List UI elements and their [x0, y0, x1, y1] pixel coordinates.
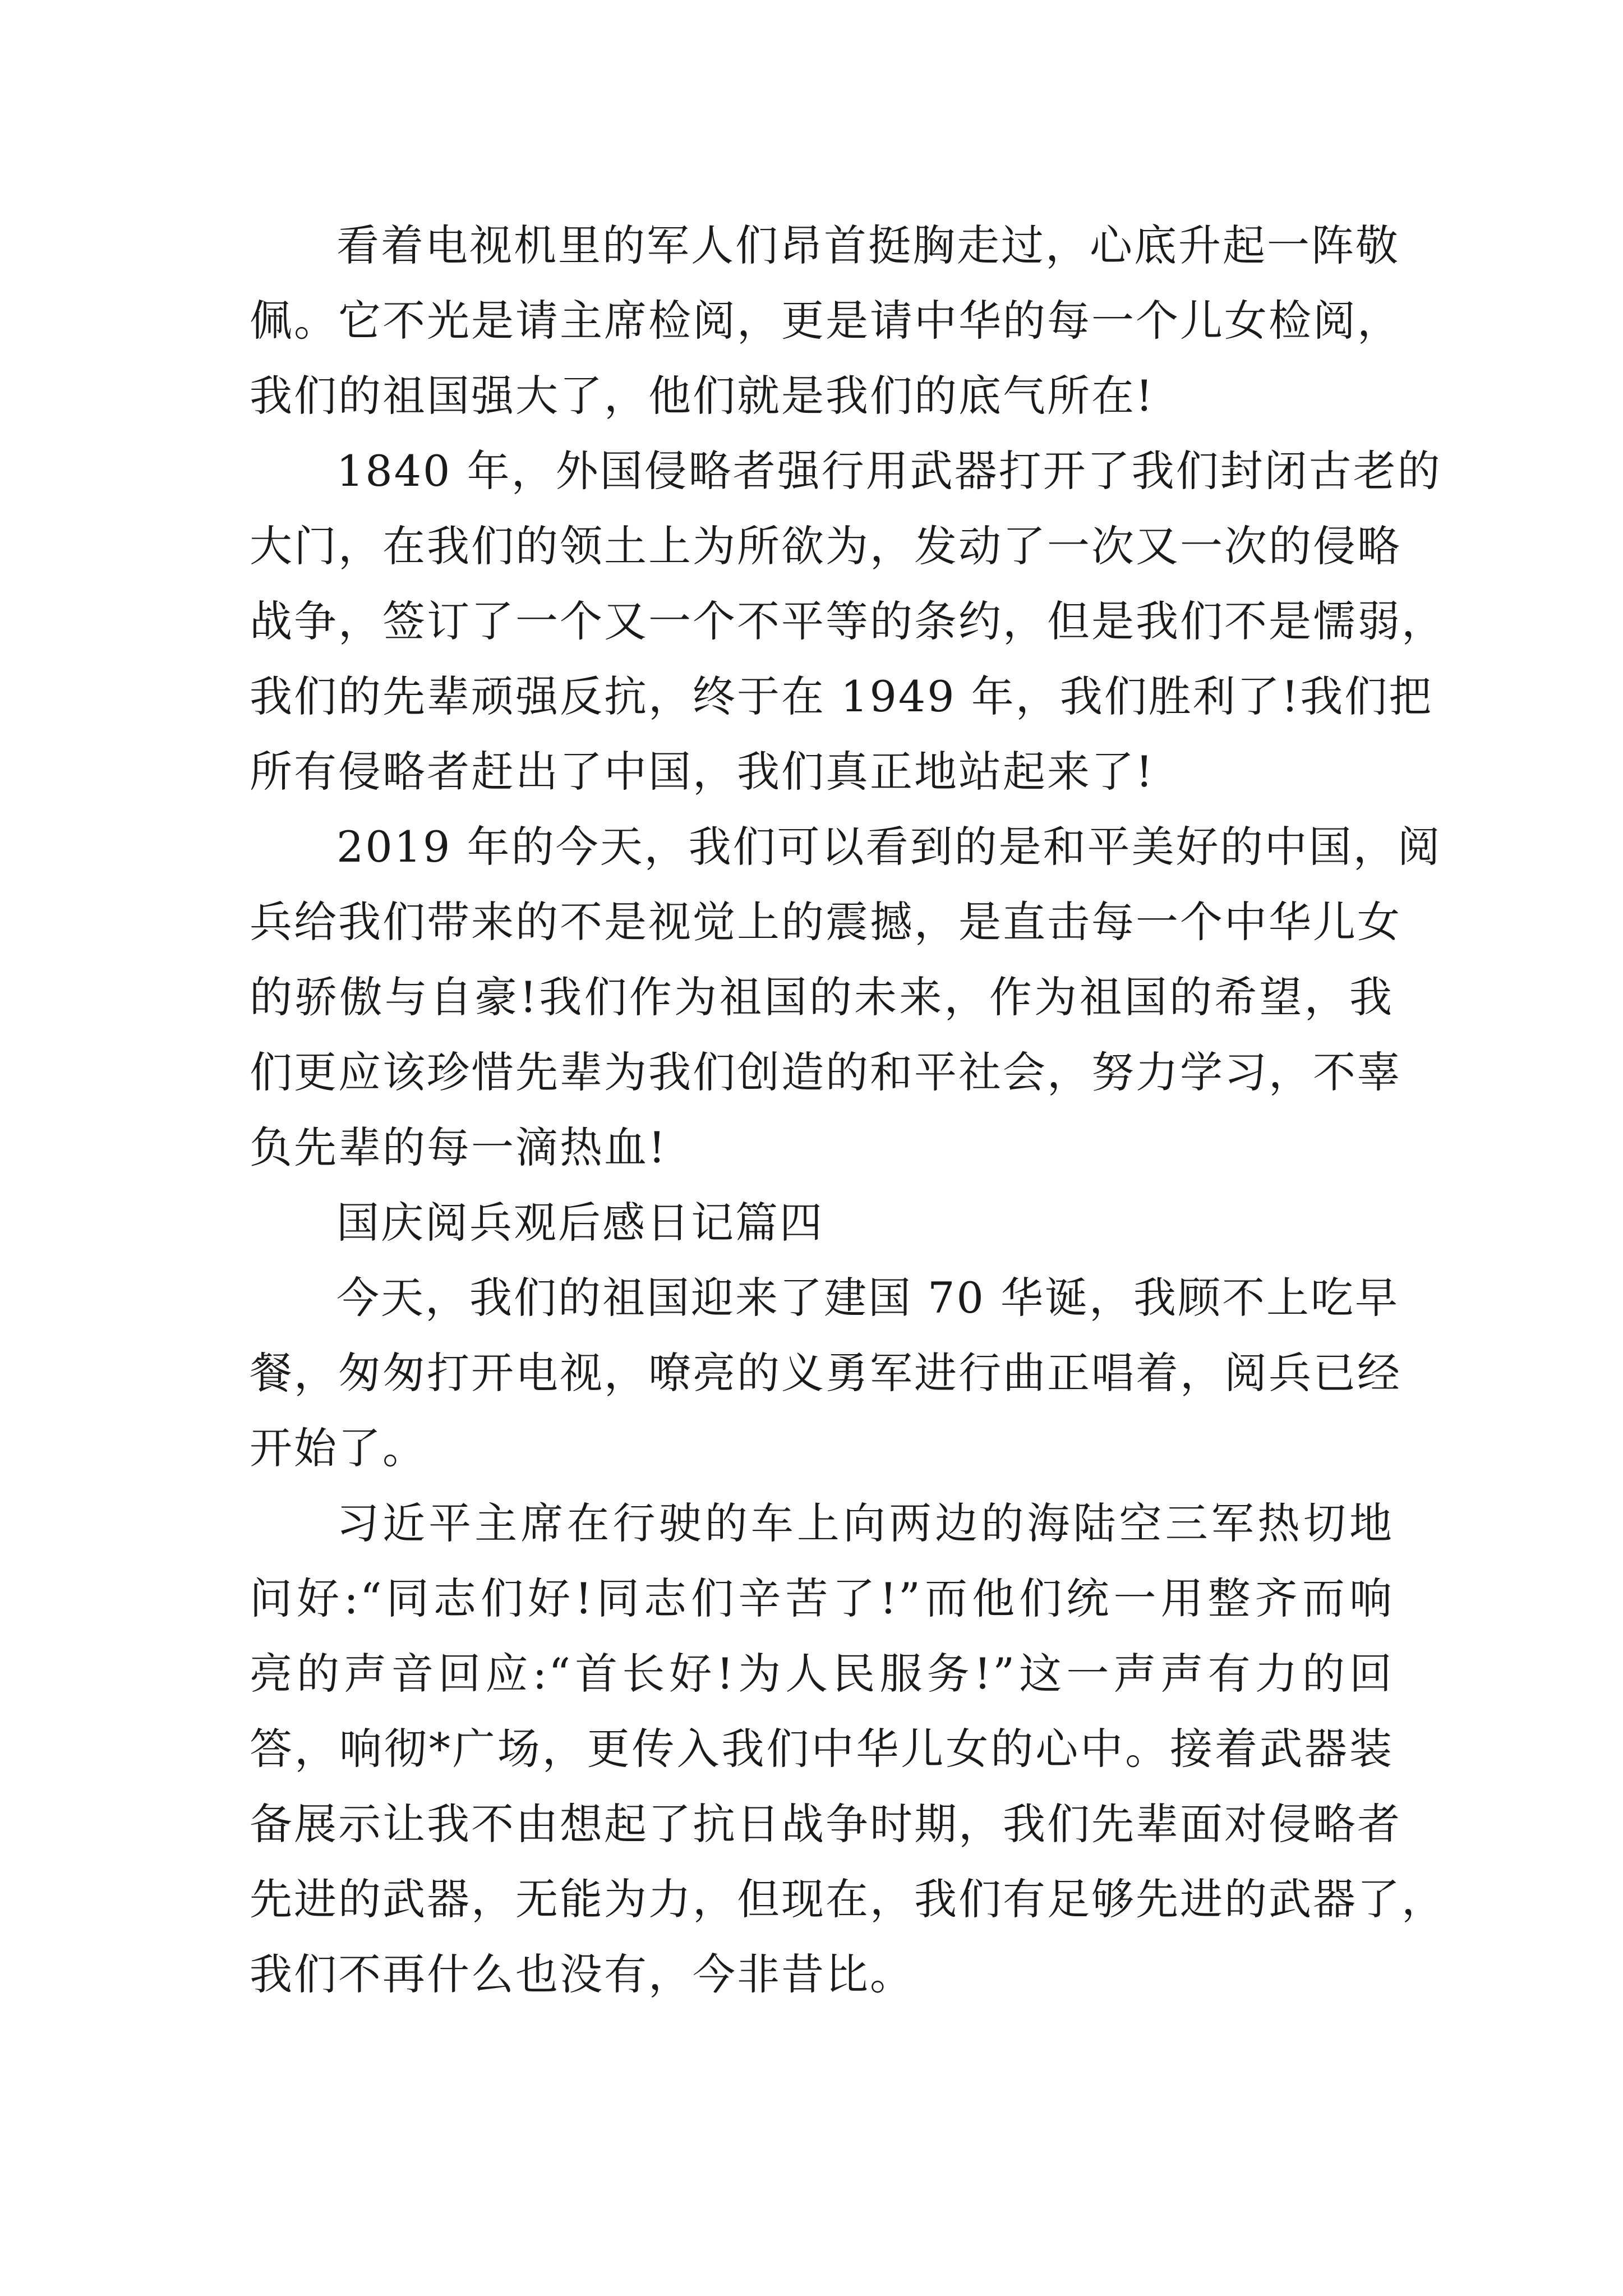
paragraph-5-line-7: 我们不再什么也没有，今非昔比。: [250, 1949, 914, 1999]
paragraph-2-line-1: 1840 年，外国侵略者强行用武器打开了我们封闭古老的: [336, 446, 1442, 496]
paragraph-2-line-3: 战争，签订了一个又一个不平等的条约，但是我们不是懦弱，: [250, 596, 1446, 646]
paragraph-5-line-5: 备展示让我不由想起了抗日战争时期，我们先辈面对侵略者: [250, 1799, 1401, 1849]
paragraph-2-line-4: 我们的先辈顽强反抗，终于在 1949 年，我们胜利了!我们把: [250, 671, 1433, 721]
paragraph-1-line-1: 看着电视机里的军人们昂首挺胸走过，心底升起一阵敬: [336, 220, 1400, 270]
paragraph-4-line-1: 今天，我们的祖国迎来了建国 70 华诞，我顾不上吃早: [336, 1273, 1400, 1323]
paragraph-5-line-6: 先进的武器，无能为力，但现在，我们有足够先进的武器了，: [250, 1874, 1446, 1924]
paragraph-2-line-2: 大门，在我们的领土上为所欲为，发动了一次又一次的侵略: [250, 521, 1401, 571]
paragraph-3-line-5: 负先辈的每一滴热血!: [250, 1122, 667, 1172]
paragraph-3-line-3: 的骄傲与自豪!我们作为祖国的未来，作为祖国的希望，我: [250, 972, 1394, 1022]
paragraph-1-line-3: 我们的祖国强大了，他们就是我们的底气所在!: [250, 371, 1155, 421]
paragraph-3-line-2: 兵给我们带来的不是视觉上的震撼，是直击每一个中华儿女: [250, 897, 1401, 947]
paragraph-5-line-4: 答，响彻*广场，更传入我们中华儿女的心中。接着武器装: [250, 1724, 1394, 1774]
paragraph-5-line-1: 习近平主席在行驶的车上向两边的海陆空三军热切地: [336, 1498, 1394, 1548]
paragraph-1-line-2: 佩。它不光是请主席检阅，更是请中华的每一个儿女检阅，: [250, 296, 1401, 346]
paragraph-4-line-3: 开始了。: [250, 1423, 427, 1473]
paragraph-2-line-5: 所有侵略者赶出了中国，我们真正地站起来了!: [250, 747, 1155, 797]
paragraph-5-line-3: 亮的声音回应:“首长好!为人民服务!”这一声声有力的回: [250, 1649, 1394, 1699]
paragraph-3-line-1: 2019 年的今天，我们可以看到的是和平美好的中国，阅: [336, 822, 1442, 872]
paragraph-3-line-4: 们更应该珍惜先辈为我们创造的和平社会，努力学习，不辜: [250, 1047, 1401, 1097]
paragraph-5-line-2: 问好:“同志们好!同志们辛苦了!”而他们统一用整齐而响: [250, 1573, 1394, 1623]
section-heading: 国庆阅兵观后感日记篇四: [336, 1198, 824, 1248]
paragraph-4-line-2: 餐，匆匆打开电视，嘹亮的义勇军进行曲正唱着，阅兵已经: [250, 1348, 1401, 1398]
